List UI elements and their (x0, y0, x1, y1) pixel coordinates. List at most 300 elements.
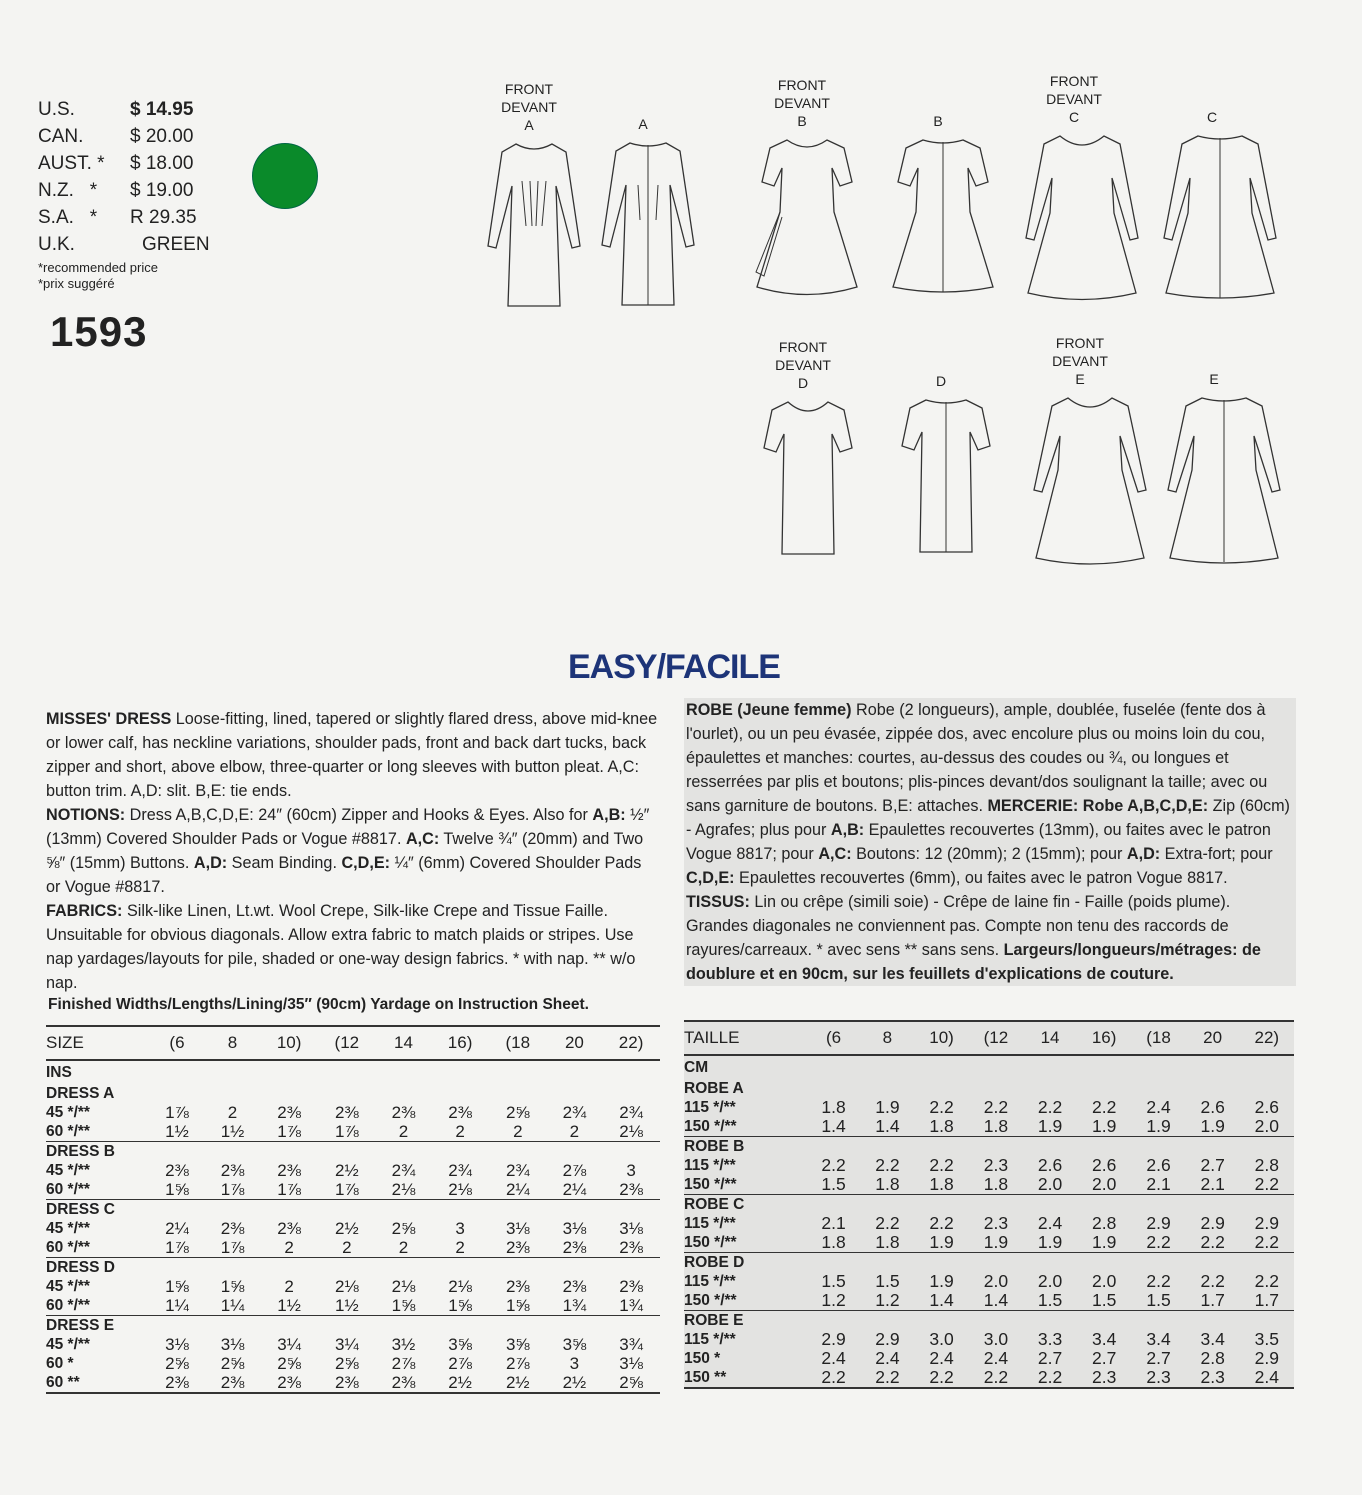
yardage-cell: 2.2 (983, 1097, 1009, 1117)
desc-text: Seam Binding. (227, 854, 342, 872)
yardage-cell: 3.4 (1200, 1329, 1225, 1349)
yardage-cell: 2⅛ (448, 1277, 472, 1296)
yardage-cell: 1.8 (875, 1174, 900, 1194)
desc-heading: A,D: (1126, 845, 1161, 863)
view-d-back (896, 372, 986, 562)
yardage-cell: 2.6 (1037, 1155, 1063, 1175)
yardage-cell: 2⅜ (448, 1103, 472, 1122)
yardage-cell: 2.4 (983, 1348, 1009, 1368)
yardage-cell: 1⅞ (220, 1238, 245, 1257)
yardage-cell: 2.2 (969, 1368, 1023, 1388)
yardage-cell: 2⅜ (277, 1161, 301, 1180)
yardage-cell: 2.2 (929, 1213, 954, 1233)
width-label: 60 ** (46, 1373, 149, 1393)
price-note-en: *recommended price (38, 260, 158, 275)
size-column-header: 10) (914, 1021, 968, 1055)
yardage-cell: 2 (398, 1238, 409, 1257)
price-row (38, 204, 228, 231)
yardage-cell: 2.2 (1200, 1271, 1225, 1291)
yardage-cell: 2⅜ (220, 1161, 245, 1180)
yardage-cell: 3¾ (619, 1335, 643, 1354)
dress-sketch-icon (752, 132, 862, 302)
yardage-cell: 1¼ (165, 1296, 189, 1315)
yardage-cell: 2⅛ (391, 1277, 416, 1296)
view-b-front (752, 76, 852, 302)
yardage-cell: 3.4 (1091, 1329, 1117, 1349)
dress-sketch-icon (1022, 128, 1142, 308)
yardage-cell: 2.2 (861, 1368, 915, 1388)
yardage-cell: 2¾ (505, 1161, 530, 1180)
yardage-cell: 1½ (277, 1296, 301, 1315)
finished-line: Finished Widths/Lengths/Lining/35″ (90cm) Yardage on Instruction Sheet. (48, 996, 589, 1013)
table-row (46, 1373, 660, 1393)
desc-heading: NOTIONS: (46, 806, 126, 824)
yardage-cell: 2.4 (1146, 1097, 1171, 1117)
desc-heading: MERCERIE: Robe A,B,C,D,E: (987, 797, 1209, 815)
yardage-cell: 1⅝ (220, 1277, 245, 1296)
desc-heading: C,D,E: (341, 854, 390, 872)
desc-heading: A,B: (592, 806, 626, 824)
size-header: TAILLE (684, 1021, 807, 1055)
yardage-cell: 1.9 (1091, 1116, 1117, 1136)
dress-sketch-icon (896, 392, 996, 562)
price-value: $ 18.00 (130, 153, 194, 174)
size-column-header: (12 (318, 1026, 376, 1060)
yardage-cell: 2⅞ (448, 1354, 472, 1373)
desc-text: Dress A,B,C,D,E: 24″ (60cm) Zipper and Hooks & Eyes. Also for (125, 806, 593, 824)
yardage-cell: 3⅛ (165, 1335, 189, 1354)
yardage-cell: 1.7 (1254, 1290, 1279, 1310)
view-label: C (1206, 109, 1218, 125)
price-row (38, 150, 228, 177)
table-row (684, 1291, 1294, 1311)
yardage-cell: 1.5 (821, 1174, 846, 1194)
yardage-cell: 2⅜ (165, 1161, 189, 1180)
yardage-cell: 2⅜ (376, 1373, 432, 1393)
yardage-cell: 1.5 (1091, 1290, 1117, 1310)
table-row (684, 1175, 1294, 1195)
yardage-cell: 2.0 (1037, 1271, 1063, 1291)
width-label: 45 */** (46, 1278, 90, 1295)
dress-sketch-icon (758, 394, 858, 564)
size-column-header: 20 (1186, 1021, 1240, 1055)
yardage-cell: 2.4 (875, 1348, 900, 1368)
yardage-cell: 3⅛ (619, 1354, 643, 1373)
yardage-cell: 2¾ (448, 1161, 472, 1180)
yardage-cell: 2½ (335, 1161, 359, 1180)
yardage-cell: 2.2 (1200, 1232, 1225, 1252)
yardage-cell: 1.9 (875, 1097, 900, 1117)
yardage-cell: 2 (513, 1122, 523, 1141)
price-value: R 29.35 (130, 207, 197, 228)
yardage-cell: 2.8 (1254, 1155, 1279, 1175)
yardage-cell: 2.9 (1254, 1348, 1279, 1368)
yardage-cell: 2.6 (1200, 1097, 1225, 1117)
country-label: S.A. * (38, 207, 98, 228)
yardage-cell: 2¾ (619, 1103, 643, 1122)
yardage-cell: 1⅞ (165, 1238, 189, 1257)
country-label: U.K. (38, 234, 75, 255)
width-label: 150 */** (684, 1234, 737, 1251)
yardage-cell: 2⅜ (619, 1180, 643, 1199)
dress-sketch-icon (598, 135, 698, 315)
yardage-cell: 2⅞ (391, 1354, 416, 1373)
yardage-cell: 2⅞ (505, 1354, 530, 1373)
yardage-cell: 2.3 (983, 1155, 1009, 1175)
dress-sketch-icon (888, 132, 998, 302)
yardage-cell: 3 (626, 1161, 636, 1180)
yardage-cell: 3¼ (335, 1335, 359, 1354)
width-label: 45 */** (46, 1162, 90, 1179)
yardage-cell: 1⅞ (277, 1180, 301, 1199)
unit-label: CM (684, 1059, 709, 1076)
width-label: 45 */** (46, 1104, 90, 1121)
width-label: 60 */** (46, 1123, 90, 1140)
yardage-cell: 3⅛ (505, 1219, 530, 1238)
yardage-cell: 2⅛ (619, 1122, 643, 1141)
yardage-cell: 2⅝ (602, 1373, 660, 1393)
yardage-cell: 2.1 (821, 1213, 846, 1233)
yardage-cell: 2 (284, 1238, 294, 1257)
yardage-cell: 2⅞ (562, 1161, 587, 1180)
group-label: DRESS A (46, 1085, 115, 1102)
yardage-cell: 3.0 (983, 1329, 1009, 1349)
yardage-cell: 2⅜ (318, 1373, 376, 1393)
table-row (46, 1122, 660, 1142)
group-label: ROBE B (684, 1137, 1294, 1157)
yardage-cell: 2.9 (821, 1329, 846, 1349)
yardage-cell: 1⅞ (335, 1180, 359, 1199)
size-column-header: 22) (1240, 1021, 1294, 1055)
description-fr (684, 698, 1296, 986)
yardage-cell: 2.6 (1091, 1155, 1117, 1175)
price-value: GREEN (142, 234, 210, 255)
width-label: 60 */** (46, 1297, 90, 1314)
price-value: $ 19.00 (130, 180, 194, 201)
desc-heading: A,C: (405, 830, 440, 848)
yardage-cell: 2 (455, 1122, 465, 1141)
dress-sketch-icon (484, 136, 584, 316)
width-label: 60 * (46, 1355, 74, 1372)
width-label: 150 */** (684, 1176, 737, 1193)
yardage-cell: 2.3 (983, 1213, 1009, 1233)
yardage-cell: 2.2 (875, 1155, 900, 1175)
yardage-cell: 1⅞ (220, 1180, 245, 1199)
yardage-cell: 1⅝ (505, 1296, 530, 1315)
desc-heading: MISSES' DRESS (46, 710, 172, 728)
yardage-cell: 1.9 (929, 1271, 954, 1291)
yardage-cell: 2⅝ (391, 1219, 416, 1238)
yardage-cell: 1.2 (875, 1290, 900, 1310)
yardage-cell: 2.2 (1254, 1174, 1279, 1194)
desc-text: Lin ou crêpe (simili soie) - Crêpe de laine fin - Faille (poids plume). Grandes diagonales ne conviennent pas. Compte non tenu des raccords de rayures/carreaux. * avec sens ** sans sens. (686, 893, 1231, 959)
view-e-front (1030, 334, 1130, 570)
yardage-cell: 1.5 (821, 1271, 846, 1291)
yardage-cell: 2.2 (1254, 1232, 1279, 1252)
table-row (684, 1368, 1294, 1388)
desc-text: Epaulettes recouvertes (13mm), ou faites avec le patron Vogue 8817; pour (686, 821, 1271, 863)
price-row (38, 123, 228, 150)
table-row (46, 1219, 660, 1238)
yardage-cell: 3½ (391, 1335, 416, 1354)
yardage-cell: 2½ (335, 1219, 359, 1238)
yardage-cell: 1.8 (821, 1097, 846, 1117)
desc-text: Silk-like Linen, Lt.wt. Wool Crepe, Silk-like Crepe and Tissue Faille. Unsuitable for obvious diagonals. Allow extra fabric to match plaids or stripes. Use nap yardages/layouts for pile, shaded or one-way design fabrics. * with nap. ** w/o nap. (46, 902, 636, 992)
pattern-number: 1593 (50, 308, 148, 355)
yardage-cell: 1⅝ (165, 1180, 189, 1199)
yardage-cell: 2⅜ (562, 1238, 587, 1257)
yardage-cell: 3⅝ (448, 1335, 472, 1354)
yardage-cell: 2.2 (1146, 1271, 1171, 1291)
yardage-cell: 2⅝ (277, 1354, 301, 1373)
view-b-back (888, 112, 988, 302)
price-row (38, 177, 228, 204)
yardage-cell: 2½ (431, 1373, 489, 1393)
yardage-cell: 2⅜ (205, 1373, 261, 1393)
yardage-cell: 2¾ (391, 1161, 416, 1180)
dress-sketch-icon (1164, 390, 1284, 570)
yardage-cell: 2⅜ (505, 1277, 530, 1296)
desc-text: Robe (2 longueurs), ample, doublée, fuselée (fente dos à l'ourlet), ou un peu évasée, zippée dos, avec encolure plus ou moins loin du cou, épaulettes et manches: courtes, au-dessus des coudes ou ¾, ou longues et resserrées par plis et boutons; plis-pinces devant/dos soulignant la taille; avec ou sans garniture de boutons. B,E: attaches. (686, 701, 1268, 815)
yardage-cell: 1.8 (821, 1232, 846, 1252)
yardage-cell: 2½ (489, 1373, 547, 1393)
yardage-cell: 1.9 (1037, 1232, 1063, 1252)
yardage-cell: 2¼ (505, 1180, 530, 1199)
size-column-header: 16) (1077, 1021, 1131, 1055)
width-label: 150 ** (684, 1368, 807, 1388)
view-label: FRONT DEVANT A (501, 81, 557, 133)
price-list (38, 96, 228, 292)
yardage-cell: 2.3 (1186, 1368, 1240, 1388)
yardage-cell: 1.9 (1146, 1116, 1171, 1136)
yardage-cell: 3.5 (1254, 1329, 1279, 1349)
yardage-cell: 2.2 (875, 1213, 900, 1233)
yardage-cell: 2.7 (1037, 1348, 1063, 1368)
desc-heading: A,D: (193, 854, 228, 872)
width-label: 150 */** (684, 1118, 737, 1135)
yardage-cell: 2.9 (1200, 1213, 1225, 1233)
width-label: 115 */** (684, 1099, 736, 1116)
yardage-cell: 1.4 (929, 1290, 954, 1310)
yardage-cell: 3⅛ (619, 1219, 643, 1238)
desc-heading: FABRICS: (46, 902, 123, 920)
yardage-cell: 1.8 (875, 1232, 900, 1252)
yardage-cell: 1¾ (619, 1296, 643, 1315)
yardage-cell: 3.0 (929, 1329, 954, 1349)
group-label: ROBE C (684, 1195, 1294, 1215)
yardage-cell: 2⅜ (277, 1219, 301, 1238)
size-column-header: (12 (969, 1021, 1023, 1055)
view-label: A (638, 116, 648, 132)
yardage-cell: 1.9 (1091, 1232, 1117, 1252)
yardage-cell: 2¼ (562, 1180, 587, 1199)
desc-heading: TISSUS: (686, 893, 750, 911)
price-note-fr: *prix suggéré (38, 276, 115, 291)
view-a-front (484, 80, 574, 316)
desc-text: Extra-fort; pour (1160, 845, 1273, 863)
yardage-cell: 2.2 (929, 1155, 954, 1175)
yardage-cell: 2.8 (1091, 1213, 1117, 1233)
yardage-cell: 2⅜ (391, 1103, 416, 1122)
group-label: DRESS B (46, 1142, 660, 1162)
yardage-table-en (46, 1025, 660, 1394)
yardage-cell: 2.2 (1023, 1368, 1077, 1388)
desc-heading: A,C: (818, 845, 852, 863)
yardage-cell: 2.3 (1131, 1368, 1185, 1388)
yardage-cell: 2⅝ (505, 1103, 530, 1122)
group-label: DRESS E (46, 1316, 660, 1336)
yardage-cell: 2.2 (914, 1368, 968, 1388)
desc-text: ¼″ (6mm) Covered Shoulder Pads or Vogue #8817. (46, 854, 642, 896)
yardage-cell: 1.4 (983, 1290, 1009, 1310)
yardage-cell: 2⅛ (391, 1180, 416, 1199)
yardage-cell: 2.9 (875, 1329, 900, 1349)
view-label: B (933, 113, 943, 129)
size-column-header: 22) (602, 1026, 660, 1060)
view-e-back (1164, 370, 1264, 570)
yardage-cell: 1.9 (1037, 1116, 1063, 1136)
width-label: 150 * (684, 1350, 721, 1367)
yardage-cell: 2.7 (1146, 1348, 1171, 1368)
yardage-cell: 2.2 (1254, 1271, 1279, 1291)
yardage-cell: 2⅜ (335, 1103, 359, 1122)
table-row (684, 1272, 1294, 1291)
table-row (684, 1098, 1294, 1117)
size-column-header: 14 (1023, 1021, 1077, 1055)
table-row (46, 1238, 660, 1258)
view-label: FRONT DEVANT D (775, 339, 831, 391)
yardage-cell: 2.6 (1254, 1097, 1279, 1117)
yardage-cell: 2⅜ (562, 1277, 587, 1296)
yardage-cell: 2 (227, 1103, 238, 1122)
size-column-header: (6 (149, 1026, 205, 1060)
desc-text: Loose-fitting, lined, tapered or slightly flared dress, above mid-knee or lower calf, has neckline variations, shoulder pads, front and back dart tucks, back zipper and short, above elbow, three-quarter or long sleeves with button pleat. A,C: button trim. A,D: slit. B,E: tie ends. (46, 710, 658, 800)
desc-heading: Largeurs/longueurs/métrages: de doublure et en 90cm, sur les feuillets d'explications de couture. (686, 941, 1261, 983)
yardage-cell: 2¾ (562, 1103, 587, 1122)
yardage-table-fr (684, 1020, 1294, 1389)
price-row (38, 231, 228, 258)
yardage-cell: 1¼ (220, 1296, 245, 1315)
yardage-cell: 2.0 (1254, 1116, 1279, 1136)
table-row (684, 1330, 1294, 1349)
yardage-cell: 2 (284, 1277, 294, 1296)
yardage-cell: 2⅝ (220, 1354, 245, 1373)
yardage-cell: 2⅝ (165, 1354, 189, 1373)
yardage-cell: 2.1 (1146, 1174, 1171, 1194)
unit-label: INS (46, 1064, 72, 1081)
yardage-cell: 3¼ (277, 1335, 301, 1354)
size-column-header: 16) (431, 1026, 489, 1060)
yardage-cell: 2.2 (929, 1097, 954, 1117)
yardage-cell: 2⅜ (277, 1103, 301, 1122)
country-label: CAN. (38, 126, 84, 147)
yardage-cell: 2.2 (1146, 1232, 1171, 1252)
table-row (684, 1233, 1294, 1253)
width-label: 115 */** (684, 1273, 736, 1290)
size-column-header: 8 (861, 1021, 915, 1055)
yardage-cell: 2.7 (1200, 1155, 1225, 1175)
color-dot-icon (252, 143, 318, 209)
yardage-cell: 2⅛ (335, 1277, 359, 1296)
yardage-cell: 2⅜ (505, 1238, 530, 1257)
yardage-cell: 2¼ (165, 1219, 189, 1238)
yardage-cell: 1⅝ (448, 1296, 472, 1315)
yardage-cell: 1.8 (983, 1174, 1009, 1194)
dress-sketch-icon (1160, 128, 1280, 308)
yardage-cell: 1⅝ (165, 1277, 189, 1296)
width-label: 115 */** (684, 1331, 736, 1348)
desc-text: ½″ (13mm) Covered Shoulder Pads or Vogue #8817. (46, 806, 650, 848)
size-column-header: (18 (489, 1026, 547, 1060)
yardage-cell: 2.0 (1091, 1271, 1117, 1291)
group-label: ROBE E (684, 1311, 1294, 1331)
group-label: ROBE A (684, 1080, 744, 1097)
width-label: 60 */** (46, 1181, 90, 1198)
width-label: 115 */** (684, 1215, 736, 1232)
yardage-cell: 3.4 (1146, 1329, 1171, 1349)
country-label: U.S. (38, 99, 75, 120)
size-column-header: 14 (376, 1026, 432, 1060)
yardage-cell: 1.7 (1200, 1290, 1225, 1310)
yardage-cell: 1.5 (875, 1271, 900, 1291)
yardage-cell: 1.9 (929, 1232, 954, 1252)
easy-title: EASY/FACILE (568, 648, 780, 686)
yardage-cell: 2⅛ (448, 1180, 472, 1199)
yardage-cell: 2.0 (1091, 1174, 1117, 1194)
yardage-cell: 2.2 (1091, 1097, 1117, 1117)
yardage-cell: 1.4 (875, 1116, 900, 1136)
yardage-cell: 3 (569, 1354, 580, 1373)
yardage-cell: 2.2 (807, 1368, 861, 1388)
yardage-cell: 2.2 (821, 1155, 846, 1175)
yardage-cell: 1.5 (1146, 1290, 1171, 1310)
yardage-cell: 2 (398, 1122, 409, 1141)
yardage-cell: 1½ (165, 1122, 189, 1141)
desc-text: Twelve ¾″ (20mm) and Two ⅝″ (15mm) Buttons. (46, 830, 644, 872)
width-label: 60 */** (46, 1239, 90, 1256)
yardage-cell: 3⅝ (505, 1335, 530, 1354)
yardage-cell: 1.9 (1200, 1116, 1225, 1136)
yardage-cell: 2.9 (1254, 1213, 1279, 1233)
price-value: $ 20.00 (130, 126, 194, 147)
table-row (46, 1296, 660, 1316)
table-row (46, 1277, 660, 1296)
view-label: FRONT DEVANT B (774, 77, 830, 129)
yardage-cell: 2½ (547, 1373, 603, 1393)
yardage-cell: 1.8 (929, 1116, 954, 1136)
desc-text: Zip (60cm) - Agrafes; plus pour (686, 797, 1290, 839)
yardage-cell: 1½ (220, 1122, 245, 1141)
yardage-cell: 2⅜ (149, 1373, 205, 1393)
yardage-cell: 1.2 (821, 1290, 846, 1310)
country-label: N.Z. * (38, 180, 98, 201)
group-label: ROBE D (684, 1253, 1294, 1273)
price-value: $ 14.95 (130, 99, 194, 120)
yardage-cell: 2.0 (983, 1271, 1009, 1291)
yardage-cell: 1⅝ (391, 1296, 416, 1315)
yardage-cell: 3 (455, 1219, 465, 1238)
view-label: E (1209, 371, 1219, 387)
yardage-cell: 2.2 (1037, 1097, 1063, 1117)
view-c-back (1160, 108, 1264, 308)
yardage-cell: 2.8 (1200, 1348, 1225, 1368)
table-row (684, 1117, 1294, 1137)
desc-heading: A,B: (830, 821, 865, 839)
yardage-cell: 2 (342, 1238, 352, 1257)
yardage-cell: 3⅛ (220, 1335, 245, 1354)
yardage-cell: 1⅞ (165, 1103, 189, 1122)
size-column-header: 20 (547, 1026, 603, 1060)
